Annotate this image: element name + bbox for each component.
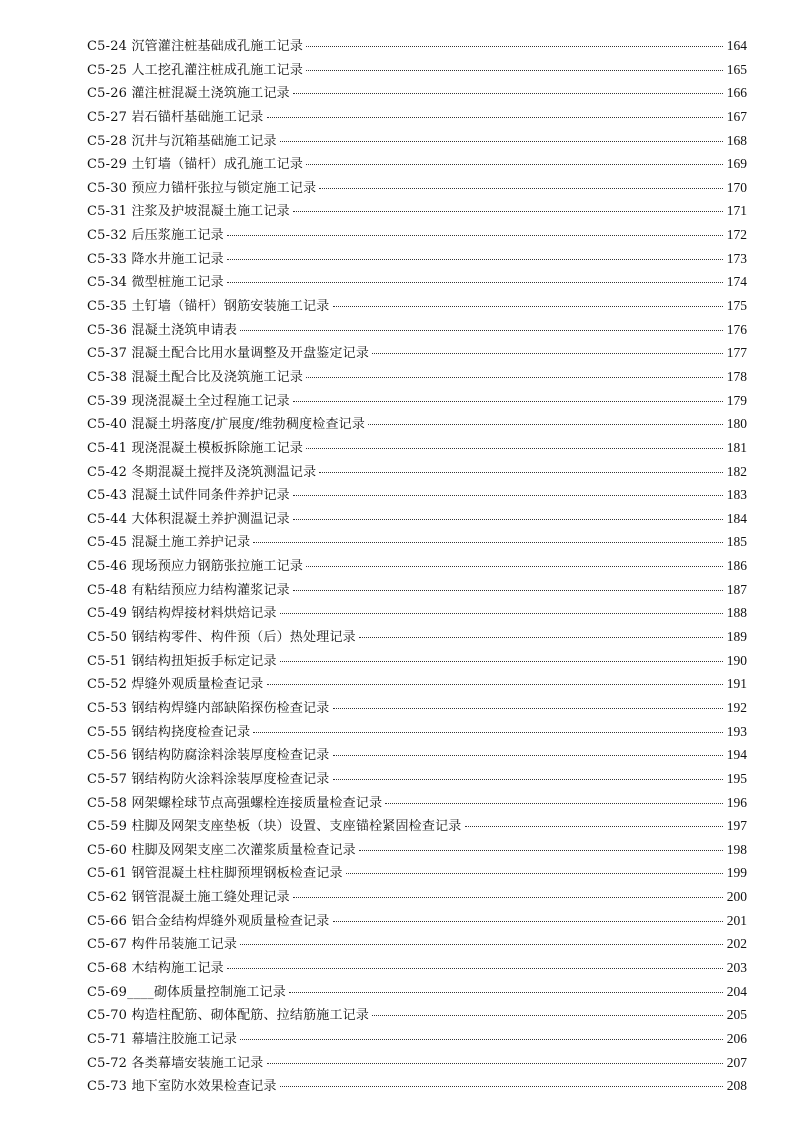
toc-entry-title: C5-31 注浆及护坡混凝土施工记录 bbox=[87, 204, 290, 220]
toc-entry-title: C5-46 现场预应力钢筋张拉施工记录 bbox=[87, 559, 304, 575]
dot-leader bbox=[306, 566, 723, 567]
toc-entry-title: C5-53 钢结构焊缝内部缺陷探伤检查记录 bbox=[87, 700, 330, 716]
toc-entry-title: C5-70 构造柱配筋、砌体配筋、拉结筋施工记录 bbox=[87, 1008, 370, 1024]
toc-entry-title: C5-32 后压浆施工记录 bbox=[87, 228, 224, 244]
toc-entry[interactable] bbox=[87, 224, 747, 248]
toc-entry-page-number: 194 bbox=[726, 747, 747, 763]
dot-leader bbox=[319, 472, 723, 473]
toc-entry-page-number: 203 bbox=[726, 959, 747, 975]
toc-entry-page-number: 181 bbox=[726, 439, 747, 455]
toc-entry[interactable] bbox=[87, 1052, 747, 1076]
toc-entry-title: C5-59 柱脚及网架支座垫板（块）设置、支座锚栓紧固检查记录 bbox=[87, 819, 462, 835]
dot-leader bbox=[227, 259, 723, 260]
toc-entry-title: C5-38 混凝土配合比及浇筑施工记录 bbox=[87, 369, 304, 385]
toc-entry-title: C5-69____砌体质量控制施工记录 bbox=[87, 984, 286, 1000]
toc-entry-page-number: 185 bbox=[726, 534, 747, 550]
toc-entry-title: C5-60 柱脚及网架支座二次灌浆质量检查记录 bbox=[87, 842, 356, 858]
toc-entry[interactable] bbox=[87, 697, 747, 721]
dot-leader bbox=[227, 968, 723, 969]
toc-entry-title: C5-34 微型桩施工记录 bbox=[87, 275, 224, 291]
toc-entry[interactable] bbox=[87, 933, 747, 957]
toc-entry[interactable] bbox=[87, 59, 747, 83]
dot-leader bbox=[280, 613, 723, 614]
toc-entry-title: C5-33 降水井施工记录 bbox=[87, 251, 224, 267]
toc-entry[interactable] bbox=[87, 555, 747, 579]
toc-entry[interactable] bbox=[87, 839, 747, 863]
dot-leader bbox=[293, 590, 723, 591]
toc-entry-title: C5-41 现浇混凝土模板拆除施工记录 bbox=[87, 440, 304, 456]
toc-entry-page-number: 171 bbox=[726, 203, 747, 219]
toc-entry-title: C5-67 构件吊装施工记录 bbox=[87, 937, 238, 953]
toc-entry-title: C5-51 钢结构扭矩扳手标定记录 bbox=[87, 653, 277, 669]
dot-leader bbox=[293, 93, 723, 94]
toc-entry-title: C5-44 大体积混凝土养护测温记录 bbox=[87, 511, 290, 527]
dot-leader bbox=[333, 306, 724, 307]
toc-entry[interactable] bbox=[87, 508, 747, 532]
toc-entry-page-number: 200 bbox=[726, 889, 747, 905]
toc-entry-title: C5-39 现浇混凝土全过程施工记录 bbox=[87, 393, 290, 409]
toc-entry[interactable] bbox=[87, 626, 747, 650]
toc-entry-page-number: 197 bbox=[726, 818, 747, 834]
dot-leader bbox=[319, 188, 723, 189]
toc-entry-page-number: 198 bbox=[726, 841, 747, 857]
toc-entry[interactable] bbox=[87, 366, 747, 390]
dot-leader bbox=[289, 992, 723, 993]
dot-leader bbox=[240, 944, 723, 945]
dot-leader bbox=[333, 755, 724, 756]
toc-entry[interactable] bbox=[87, 602, 747, 626]
toc-entry[interactable] bbox=[87, 981, 747, 1005]
toc-entry[interactable] bbox=[87, 744, 747, 768]
toc-entry-title: C5-71 幕墙注胶施工记录 bbox=[87, 1031, 238, 1047]
toc-entry[interactable] bbox=[87, 106, 747, 130]
toc-entry[interactable] bbox=[87, 768, 747, 792]
toc-entry-page-number: 180 bbox=[726, 416, 747, 432]
toc-entry-title: C5-28 沉井与沉箱基础施工记录 bbox=[87, 133, 277, 149]
toc-entry-title: C5-26 灌注桩混凝土浇筑施工记录 bbox=[87, 86, 290, 102]
dot-leader bbox=[253, 542, 723, 543]
toc-entry[interactable] bbox=[87, 579, 747, 603]
toc-entry-title: C5-27 岩石锚杆基础施工记录 bbox=[87, 109, 264, 125]
toc-entry-page-number: 207 bbox=[726, 1054, 747, 1070]
dot-leader bbox=[465, 826, 724, 827]
toc-entry[interactable] bbox=[87, 461, 747, 485]
toc-entry-page-number: 206 bbox=[726, 1030, 747, 1046]
dot-leader bbox=[293, 897, 723, 898]
toc-entry[interactable] bbox=[87, 437, 747, 461]
toc-entry-title: C5-45 混凝土施工养护记录 bbox=[87, 535, 251, 551]
dot-leader bbox=[267, 117, 724, 118]
toc-entry-title: C5-48 有粘结预应力结构灌浆记录 bbox=[87, 582, 290, 598]
toc-entry-page-number: 202 bbox=[726, 936, 747, 952]
toc-entry[interactable] bbox=[87, 910, 747, 934]
toc-entry-title: C5-61 钢管混凝土柱柱脚预埋钢板检查记录 bbox=[87, 866, 343, 882]
toc-entry[interactable] bbox=[87, 153, 747, 177]
dot-leader bbox=[280, 141, 723, 142]
toc-entry[interactable] bbox=[87, 319, 747, 343]
dot-leader bbox=[333, 708, 724, 709]
toc-entry-page-number: 187 bbox=[726, 581, 747, 597]
toc-entry[interactable] bbox=[87, 721, 747, 745]
toc-entry[interactable] bbox=[87, 248, 747, 272]
toc-entry-title: C5-56 钢结构防腐涂料涂装厚度检查记录 bbox=[87, 748, 330, 764]
dot-leader bbox=[333, 921, 724, 922]
toc-entry-page-number: 196 bbox=[726, 794, 747, 810]
toc-entry-title: C5-68 木结构施工记录 bbox=[87, 960, 224, 976]
dot-leader bbox=[280, 661, 723, 662]
toc-entry-title: C5-66 铝合金结构焊缝外观质量检查记录 bbox=[87, 913, 330, 929]
toc-entry-title: C5-52 焊缝外观质量检查记录 bbox=[87, 677, 264, 693]
toc-entry[interactable] bbox=[87, 957, 747, 981]
toc-entry-page-number: 176 bbox=[726, 321, 747, 337]
toc-entry-page-number: 192 bbox=[726, 699, 747, 715]
toc-entry-page-number: 174 bbox=[726, 274, 747, 290]
toc-entry-page-number: 170 bbox=[726, 179, 747, 195]
toc-entry[interactable] bbox=[87, 390, 747, 414]
toc-entry-title: C5-36 混凝土浇筑申请表 bbox=[87, 322, 238, 338]
toc-entry-page-number: 168 bbox=[726, 132, 747, 148]
toc-entry-page-number: 169 bbox=[726, 156, 747, 172]
toc-entry-title: C5-29 土钉墙（锚杆）成孔施工记录 bbox=[87, 157, 304, 173]
toc-entry[interactable] bbox=[87, 1075, 747, 1099]
dot-leader bbox=[333, 779, 724, 780]
dot-leader bbox=[267, 684, 724, 685]
toc-entry[interactable] bbox=[87, 792, 747, 816]
toc-entry-page-number: 201 bbox=[726, 912, 747, 928]
dot-leader bbox=[359, 637, 723, 638]
dot-leader bbox=[253, 732, 723, 733]
toc-entry-title: C5-37 混凝土配合比用水量调整及开盘鉴定记录 bbox=[87, 346, 370, 362]
toc-entry-title: C5-49 钢结构焊接材料烘焙记录 bbox=[87, 606, 277, 622]
toc-entry[interactable] bbox=[87, 815, 747, 839]
dot-leader bbox=[240, 1039, 723, 1040]
toc-entry[interactable] bbox=[87, 886, 747, 910]
toc-entry-page-number: 175 bbox=[726, 298, 747, 314]
dot-leader bbox=[306, 377, 723, 378]
dot-leader bbox=[306, 46, 723, 47]
toc-entry-title: C5-73 地下室防水效果检查记录 bbox=[87, 1079, 277, 1095]
toc-entry[interactable] bbox=[87, 862, 747, 886]
toc-entry-title: C5-30 预应力锚杆张拉与锁定施工记录 bbox=[87, 180, 317, 196]
dot-leader bbox=[306, 448, 723, 449]
toc-entry[interactable] bbox=[87, 200, 747, 224]
toc-entry-page-number: 189 bbox=[726, 629, 747, 645]
toc-entry-page-number: 183 bbox=[726, 487, 747, 503]
dot-leader bbox=[306, 164, 723, 165]
dot-leader bbox=[227, 282, 723, 283]
toc-entry-page-number: 193 bbox=[726, 723, 747, 739]
toc-entry[interactable] bbox=[87, 130, 747, 154]
toc-entry-page-number: 177 bbox=[726, 345, 747, 361]
toc-entry-title: C5-72 各类幕墙安装施工记录 bbox=[87, 1055, 264, 1071]
toc-entry-title: C5-24 沉管灌注桩基础成孔施工记录 bbox=[87, 39, 304, 54]
toc-entry-page-number: 195 bbox=[726, 770, 747, 786]
toc-entry[interactable] bbox=[87, 673, 747, 697]
dot-leader bbox=[306, 70, 723, 71]
table-of-contents bbox=[87, 35, 747, 1099]
dot-leader bbox=[385, 803, 723, 804]
dot-leader bbox=[240, 330, 723, 331]
dot-leader bbox=[293, 401, 723, 402]
toc-entry-title: C5-58 网架螺栓球节点高强螺栓连接质量检查记录 bbox=[87, 795, 383, 811]
toc-entry-title: C5-50 钢结构零件、构件预（后）热处理记录 bbox=[87, 630, 356, 646]
toc-entry-page-number: 208 bbox=[726, 1078, 747, 1094]
toc-entry[interactable] bbox=[87, 177, 747, 201]
dot-leader bbox=[293, 211, 723, 212]
dot-leader bbox=[280, 1086, 723, 1087]
toc-entry-page-number: 184 bbox=[726, 510, 747, 526]
toc-entry-page-number: 166 bbox=[726, 85, 747, 101]
toc-entry[interactable] bbox=[87, 1028, 747, 1052]
toc-entry-page-number: 173 bbox=[726, 250, 747, 266]
dot-leader bbox=[372, 353, 723, 354]
toc-entry[interactable] bbox=[87, 342, 747, 366]
toc-entry-title: C5-40 混凝土坍落度/扩展度/维勃稠度检查记录 bbox=[87, 417, 366, 433]
toc-entry-page-number: 172 bbox=[726, 227, 747, 243]
dot-leader bbox=[359, 850, 723, 851]
toc-entry[interactable] bbox=[87, 413, 747, 437]
dot-leader bbox=[227, 235, 723, 236]
toc-entry-title: C5-57 钢结构防火涂料涂装厚度检查记录 bbox=[87, 771, 330, 787]
dot-leader bbox=[267, 1063, 724, 1064]
toc-entry-title: C5-43 混凝土试件同条件养护记录 bbox=[87, 488, 290, 504]
toc-entry-page-number: 191 bbox=[726, 676, 747, 692]
toc-entry-title: C5-35 土钉墙（锚杆）钢筋安装施工记录 bbox=[87, 299, 330, 315]
toc-entry[interactable] bbox=[87, 650, 747, 674]
dot-leader bbox=[293, 519, 723, 520]
toc-entry-page-number: 190 bbox=[726, 652, 747, 668]
toc-entry[interactable] bbox=[87, 1004, 747, 1028]
toc-entry[interactable] bbox=[87, 271, 747, 295]
toc-entry[interactable] bbox=[87, 484, 747, 508]
toc-entry-page-number: 204 bbox=[726, 983, 747, 999]
toc-entry-page-number: 182 bbox=[726, 463, 747, 479]
toc-entry[interactable] bbox=[87, 35, 747, 59]
dot-leader bbox=[368, 424, 723, 425]
toc-entry-page-number: 178 bbox=[726, 368, 747, 384]
toc-entry-page-number: 164 bbox=[726, 38, 747, 53]
toc-entry[interactable] bbox=[87, 82, 747, 106]
dot-leader bbox=[293, 495, 723, 496]
toc-entry-page-number: 199 bbox=[726, 865, 747, 881]
toc-entry-page-number: 167 bbox=[726, 108, 747, 124]
toc-entry-page-number: 188 bbox=[726, 605, 747, 621]
toc-entry[interactable] bbox=[87, 295, 747, 319]
dot-leader bbox=[346, 873, 723, 874]
toc-entry-page-number: 205 bbox=[726, 1007, 747, 1023]
toc-entry-title: C5-62 钢管混凝土施工缝处理记录 bbox=[87, 890, 290, 906]
toc-entry-page-number: 186 bbox=[726, 558, 747, 574]
toc-entry-page-number: 165 bbox=[726, 61, 747, 77]
toc-entry-page-number: 179 bbox=[726, 392, 747, 408]
toc-entry-title: C5-25 人工挖孔灌注桩成孔施工记录 bbox=[87, 62, 304, 78]
toc-entry-title: C5-42 冬期混凝土搅拌及浇筑测温记录 bbox=[87, 464, 317, 480]
dot-leader bbox=[372, 1015, 723, 1016]
toc-entry-title: C5-55 钢结构挠度检查记录 bbox=[87, 724, 251, 740]
toc-entry[interactable] bbox=[87, 531, 747, 555]
